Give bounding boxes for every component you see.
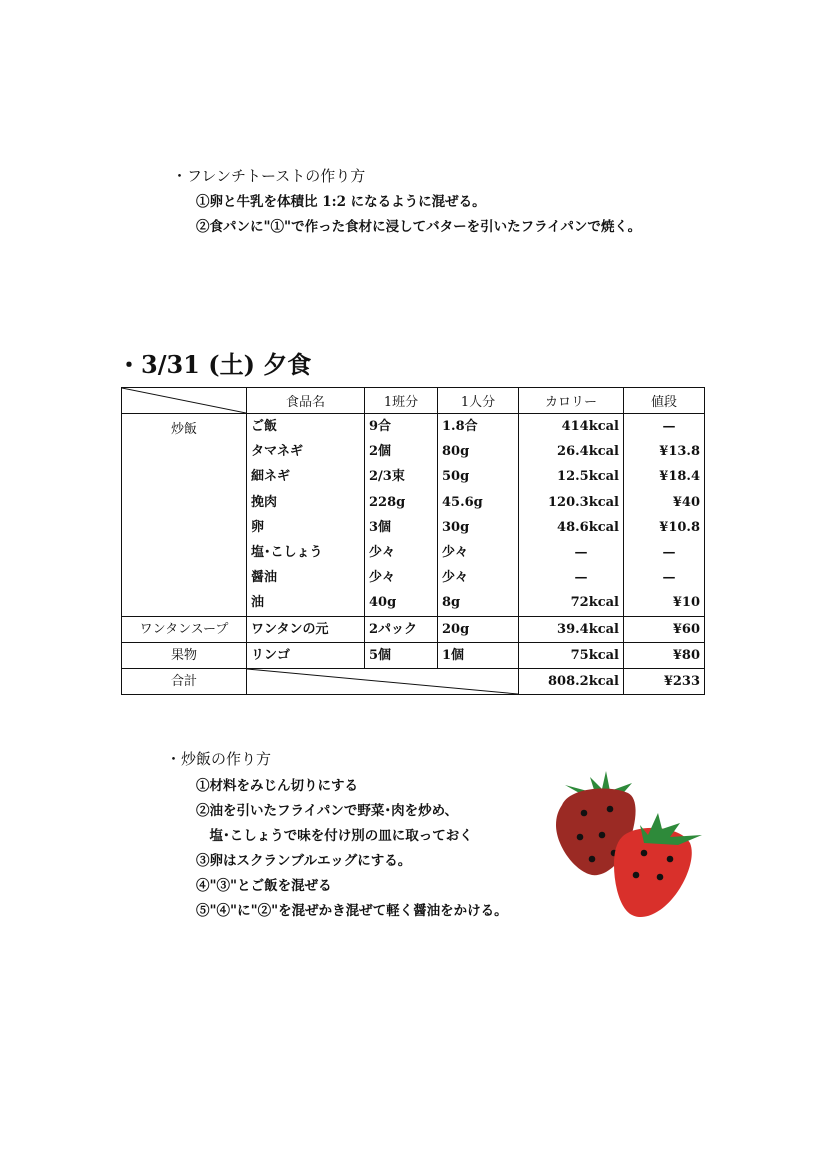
food-cell: ご飯	[251, 419, 278, 434]
price-cell: —	[662, 570, 676, 586]
price-cell: ¥18.4	[659, 469, 700, 485]
meal-table	[121, 387, 705, 695]
strawberries-icon	[540, 765, 710, 925]
kcal-cell: 48.6kcal	[557, 519, 619, 535]
total-kcal: 808.2kcal	[519, 668, 624, 694]
dinner-heading: ・3/31 (土) 夕食	[117, 350, 312, 379]
kcal-cell: —	[574, 570, 588, 586]
kcal-cell: 75kcal	[519, 642, 624, 668]
group-column	[365, 414, 438, 617]
kcal-cell: —	[574, 544, 588, 560]
group-cell: 2個	[369, 444, 392, 460]
header-price: 値段	[624, 388, 705, 414]
kcal-cell: 39.4kcal	[519, 616, 624, 642]
price-column	[624, 414, 705, 617]
table-row	[122, 414, 705, 617]
person-cell: 80g	[442, 444, 470, 460]
person-cell: 1.8合	[442, 419, 478, 434]
person-cell: 50g	[442, 469, 470, 485]
person-cell: 少々	[442, 544, 469, 560]
price-cell: ¥10.8	[659, 519, 700, 535]
total-price: ¥233	[624, 668, 705, 694]
fried-rice-step-2: ②油を引いたフライパンで野菜･肉を炒め、	[196, 803, 459, 819]
price-cell: —	[662, 419, 676, 434]
person-cell: 20g	[438, 616, 519, 642]
header-person: 1人分	[438, 388, 519, 414]
group-cell: 9合	[369, 419, 392, 434]
fried-rice-step-5: ⑤"④"に"②"を混ぜかき混ぜて軽く醤油をかける。	[196, 903, 508, 919]
fried-rice-step-1: ①材料をみじん切りにする	[196, 778, 358, 794]
group-cell: 2パック	[365, 616, 438, 642]
diagonal-line	[247, 669, 518, 694]
table-header-row	[122, 388, 705, 414]
total-label: 合計	[122, 668, 247, 694]
group-cell: 少々	[369, 544, 396, 560]
food-cell: タマネギ	[251, 444, 304, 460]
kcal-cell: 12.5kcal	[557, 469, 619, 485]
french-toast-step-2: ②食パンに"①"で作った食材に浸してバターを引いたフライパンで焼く。	[196, 219, 642, 235]
total-blank-cell	[247, 668, 519, 694]
person-cell: 45.6g	[442, 494, 483, 510]
person-cell: 少々	[442, 570, 469, 586]
kcal-column	[519, 414, 624, 617]
group-cell: 3個	[369, 519, 392, 535]
food-cell: 細ネギ	[251, 469, 291, 485]
group-cell: 2/3束	[369, 469, 405, 485]
category-fruit: 果物	[122, 642, 247, 668]
group-cell: 少々	[369, 570, 396, 586]
header-kcal: カロリー	[519, 388, 624, 414]
fried-rice-step-3: ③卵はスクランブルエッグにする。	[196, 853, 412, 869]
food-column	[247, 414, 365, 617]
price-cell: ¥10	[672, 595, 700, 611]
fried-rice-title: ・炒飯の作り方	[166, 750, 272, 768]
table-row	[122, 642, 705, 668]
food-cell: 塩･こしょう	[251, 544, 323, 560]
food-cell: ワンタンの元	[247, 616, 365, 642]
table-total-row	[122, 668, 705, 694]
kcal-cell: 120.3kcal	[548, 494, 619, 510]
food-cell: 油	[251, 595, 265, 611]
fried-rice-step-2b: 塩･こしょうで味を付け別の皿に取っておく	[196, 828, 473, 844]
food-cell: 挽肉	[251, 494, 278, 510]
header-food: 食品名	[247, 388, 365, 414]
group-cell: 5個	[365, 642, 438, 668]
french-toast-title: ・フレンチトーストの作り方	[172, 167, 366, 185]
header-corner-cell	[122, 388, 247, 414]
diagonal-line	[122, 388, 246, 413]
group-cell: 40g	[369, 595, 397, 611]
fried-rice-step-4: ④"③"とご飯を混ぜる	[196, 878, 332, 894]
food-cell: リンゴ	[247, 642, 365, 668]
category-wonton-soup: ワンタンスープ	[122, 616, 247, 642]
person-cell: 8g	[442, 595, 461, 611]
food-cell: 醤油	[251, 570, 278, 586]
person-cell: 30g	[442, 519, 470, 535]
kcal-cell: 414kcal	[561, 419, 619, 434]
kcal-cell: 26.4kcal	[557, 444, 619, 460]
food-cell: 卵	[251, 519, 265, 535]
person-cell: 1個	[438, 642, 519, 668]
price-cell: ¥80	[624, 642, 705, 668]
price-cell: —	[662, 544, 676, 560]
category-fried-rice: 炒飯	[122, 414, 247, 617]
group-cell: 228g	[369, 494, 406, 510]
person-column	[438, 414, 519, 617]
header-group: 1班分	[365, 388, 438, 414]
french-toast-step-1: ①卵と牛乳を体積比 1:2 になるように混ぜる。	[196, 194, 486, 210]
price-cell: ¥40	[672, 494, 700, 510]
kcal-cell: 72kcal	[570, 595, 619, 611]
table-row	[122, 616, 705, 642]
price-cell: ¥13.8	[659, 444, 700, 460]
price-cell: ¥60	[624, 616, 705, 642]
